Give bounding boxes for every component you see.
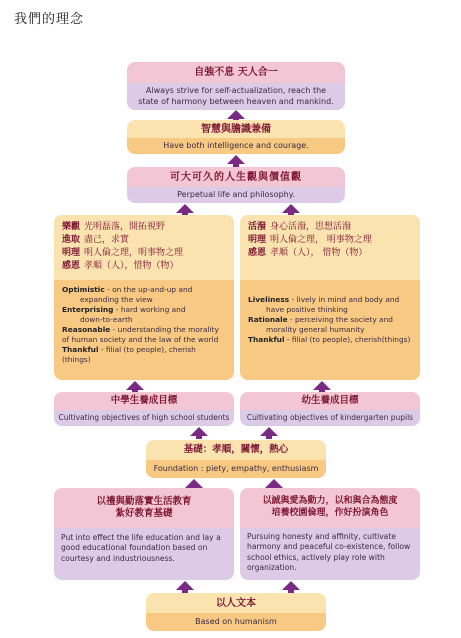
- value-text: morality general humanity: [266, 324, 365, 334]
- wisdom-box: [127, 120, 345, 154]
- top-box: [127, 62, 345, 110]
- value-text: have positive thinking: [266, 304, 348, 314]
- left-english-list: [54, 280, 234, 370]
- high-school-objectives-box: [54, 392, 234, 426]
- value-key: 進取: [62, 235, 81, 246]
- value-text: 孝順（人），惜物（物）: [84, 261, 179, 272]
- humanism-subtitle: Based on humanism: [146, 613, 326, 631]
- value-key: Rationale: [248, 314, 288, 324]
- value-item: [62, 260, 226, 273]
- right-english-list: [240, 280, 420, 350]
- high-school-heading: 中學生養成目標: [54, 392, 234, 410]
- foundation-heading: 基礎：孝順，關懷，熱心: [146, 440, 326, 460]
- up-arrow: [260, 427, 278, 436]
- value-text: - perceiving the society and: [287, 314, 393, 324]
- perpetual-box: [127, 167, 345, 203]
- up-arrow: [282, 581, 300, 590]
- kindergarten-values-box: [240, 215, 420, 380]
- value-item: [62, 247, 226, 260]
- value-key: Enterprising: [62, 304, 114, 314]
- value-item-en: [62, 325, 226, 345]
- right-chinese-list: [240, 215, 420, 264]
- foundation-subtitle: Foundation : piety, empathy, enthusiasm: [146, 460, 326, 478]
- up-arrow: [185, 479, 203, 488]
- up-arrow: [176, 581, 194, 590]
- school-ethics-text: Pursuing honesty and affinity, cultivate harmony and peaceful co-existence, follow school ethics, actively play role with organization.: [240, 528, 420, 580]
- value-text: - filial (to people), cherish (things): [62, 344, 196, 364]
- up-arrow: [227, 110, 245, 119]
- value-item: [62, 221, 226, 234]
- value-text: - lively in mind and body and: [289, 295, 400, 304]
- page-title: 我們的理念: [14, 12, 85, 27]
- humanism-heading: 以人文本: [146, 593, 326, 613]
- value-text: - understanding the morality of human society and the law of the world: [62, 324, 219, 344]
- value-text: 盡己，求實: [84, 235, 130, 246]
- up-arrow: [313, 381, 331, 390]
- value-key: Optimistic: [62, 285, 105, 294]
- value-key: 感恩: [248, 248, 267, 259]
- left-chinese-values: [54, 215, 234, 280]
- value-item-en: [248, 315, 412, 325]
- value-text: 明人倫之理， 明事物之理: [270, 235, 372, 246]
- value-text: down-to-earth: [80, 314, 133, 324]
- kindergarten-heading: 幼生養成目標: [240, 392, 420, 410]
- life-education-heading: 以禮與勤落實生活教育 紮好教育基礎: [54, 488, 234, 528]
- value-text: 明人倫之理，明事物之理: [84, 248, 184, 259]
- school-ethics-heading: 以誠與愛為動力，以和與合為態度 培養校園倫理，作好扮演角色: [240, 488, 420, 528]
- kindergarten-objectives-box: [240, 392, 420, 426]
- up-arrow: [126, 381, 144, 390]
- humanism-box: [146, 593, 326, 631]
- perpetual-subtitle: Perpetual life and philosophy.: [127, 187, 345, 203]
- value-text: - on the up-and-up and: [104, 285, 193, 294]
- value-text: 身心活潑，思想活潑: [270, 222, 352, 232]
- left-chinese-list: [54, 215, 234, 277]
- wisdom-subtitle: Have both intelligence and courage.: [127, 138, 345, 154]
- life-education-box: [54, 488, 234, 580]
- wisdom-heading: 智慧與膽識兼備: [127, 120, 345, 138]
- value-item-en: [248, 295, 412, 305]
- life-education-text: Put into effect the life education and lay a good educational foundation based on courtesy and industriousness.: [54, 528, 234, 580]
- value-key: Thankful: [248, 334, 285, 344]
- top-heading: 自強不息 天人合一: [127, 62, 345, 83]
- value-item-en: [62, 305, 226, 315]
- school-ethics-box: [240, 488, 420, 580]
- up-arrow: [265, 479, 283, 488]
- value-key: Liveliness: [248, 295, 290, 304]
- kindergarten-subtitle: Cultivating objectives of kindergarten pupils: [240, 410, 420, 426]
- value-item: [248, 234, 412, 247]
- up-arrow: [176, 204, 194, 213]
- up-arrow: [282, 204, 300, 213]
- top-subtitle: Always strive for self-actualization, reach the state of harmony between heaven and mankind.: [127, 83, 345, 110]
- value-text: - filial (to people), cherish(things): [284, 334, 411, 344]
- value-key: 樂觀: [62, 222, 81, 232]
- value-key: 明理: [248, 235, 267, 246]
- value-key: 活潑: [248, 222, 267, 232]
- value-text: - hard working and: [113, 304, 186, 314]
- value-item-en: [62, 285, 226, 295]
- value-item-en: [248, 335, 412, 345]
- right-chinese-values: [240, 215, 420, 280]
- up-arrow: [227, 155, 245, 164]
- value-key: Reasonable: [62, 324, 111, 334]
- value-text: expanding the view: [80, 294, 153, 304]
- up-arrow: [190, 427, 208, 436]
- high-school-subtitle: Cultivating objectives of high school students: [54, 410, 234, 426]
- value-item-en: [62, 345, 226, 365]
- value-text: 光明磊落，開拓視野: [84, 222, 166, 232]
- value-key: Thankful: [62, 344, 99, 354]
- value-item: [62, 234, 226, 247]
- value-text: 孝順（人）， 惜物（物）: [270, 248, 368, 259]
- value-item: [248, 221, 412, 234]
- value-key: 明理: [62, 248, 81, 259]
- perpetual-heading: 可大可久的人生觀與價值觀: [127, 167, 345, 187]
- high-school-values-box: [54, 215, 234, 380]
- foundation-box: [146, 440, 326, 478]
- value-key: 感恩: [62, 261, 81, 272]
- value-item: [248, 247, 412, 260]
